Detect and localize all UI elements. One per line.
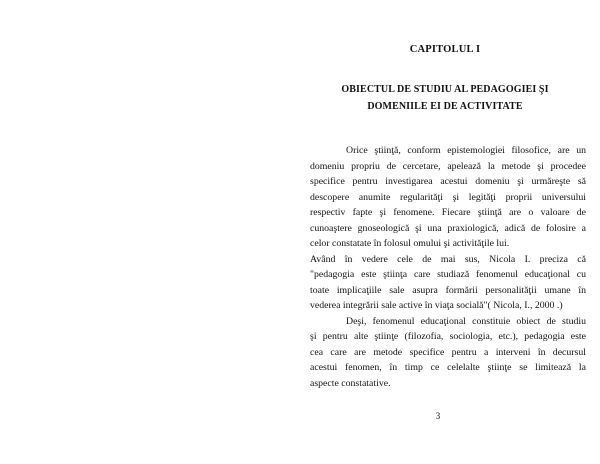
- paragraph-3-line-4: acestui fenomen, în timp ce celelalte ştiinţe se limitează la: [310, 362, 586, 373]
- paragraph-2-line-1: Având în vedere cele de mai sus, Nicola I. preciza că: [310, 253, 586, 265]
- paragraph-3-line-2: şi pentru alte ştiinţe (filozofia, sociologia, etc.), pedagogia este: [310, 331, 586, 342]
- chapter-heading: CAPITOLUL I: [409, 44, 481, 55]
- paragraph-2-line-2: "pedagogia este ştiinţa care studiază fenomenul educaţional cu: [310, 269, 586, 280]
- paragraph-1-line-4: descopere anumite regularităţi şi legităţi proprii universului: [310, 191, 586, 203]
- paragraph-3: [310, 314, 586, 392]
- paragraph-3-line-5: aspecte constatative.: [310, 377, 391, 389]
- paragraph-1: [310, 143, 586, 252]
- paragraph-1-line-1: Orice ştiinţă, conform epistemologiei filosofice, are un: [346, 145, 586, 156]
- paragraph-1-line-6: cunoaştere gnoseologică şi una praxiologică, adică de folosire a: [310, 222, 586, 234]
- chapter-title-line-2: DOMENIILE EI DE ACTIVITATE: [367, 101, 523, 112]
- body-text: [310, 143, 586, 391]
- paragraph-3-line-3: cea care are metode specifice pentru a interveni în decursul: [310, 346, 586, 358]
- paragraph-1-line-2: domeniu propriu de cercetare, apelează la metode şi procedee: [310, 160, 586, 172]
- paragraph-1-line-3: specifice pentru investigarea acestui domeniu şi urmăreşte să: [310, 176, 586, 187]
- paragraph-3-line-1: Deşi, fenomenul educaţional constituie obiect de studiu: [346, 315, 586, 327]
- paragraph-2: [310, 252, 586, 314]
- paragraph-2-line-4: vederea integrării sale active în viaţa socială"( Nicola, I., 2000 .): [310, 300, 563, 311]
- paragraph-1-line-5: respectiv fapte şi fenomene. Fiecare ştiinţă are o valoare de: [310, 207, 586, 218]
- paragraph-2-line-3: toate implicaţiile sale asupra formării personalităţii umane în: [310, 284, 586, 296]
- paragraph-1-line-7: celor constatate în folosul omului şi activităţile lui.: [310, 238, 510, 249]
- page-number: 3: [435, 411, 441, 421]
- chapter-title-line-1: OBIECTUL DE STUDIU AL PEDAGOGIEI ŞI: [341, 84, 549, 95]
